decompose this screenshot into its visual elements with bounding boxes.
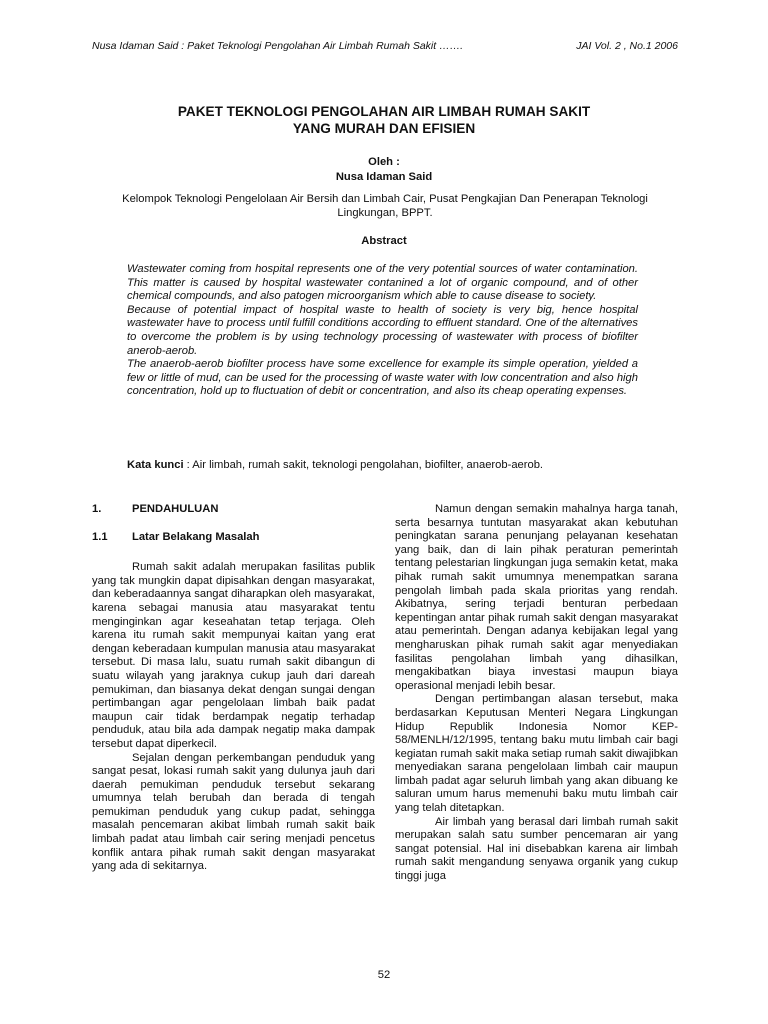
abstract-paragraph: Wastewater coming from hospital represents one of the very potential sources of water contamination. This matter is caused by hospital wastewater contanined a lot of organic compound, and of other chemical compounds, and also patogen microorganism which able to cause disease to society. (127, 263, 638, 303)
author-name: Nusa Idaman Said (335, 171, 433, 183)
keywords (127, 459, 657, 471)
abstract-paragraph: The anaerob-aerob biofilter process have some excellence for example its simple operation, yielded a few or little of mud, can be used for the processing of waste water with low concentration and also high concentration, hold up to fluctuation of debit or concentration, and also its cheap operating expenses. (127, 358, 638, 398)
byline (0, 155, 768, 185)
abstract-body (127, 263, 638, 399)
paper-title-line2: YANG MURAH DAN EFISIEN (292, 121, 476, 136)
affiliation: Kelompok Teknologi Pengelolaan Air Bersih dan Limbah Cair, Pusat Pengkajian Dan Penerapan Teknologi Lingkungan, BPPT. (122, 193, 648, 219)
body-paragraph: Rumah sakit adalah merupakan fasilitas publik yang tak mungkin dapat dipisahkan dengan masyarakat, dan keberadaannya sangat diharapkan oleh masyarakat, karena sebagai manusia atau masyarakat tentu menginginkan agar keseahatan tetap terjaga. Oleh karena itu rumah sakit mempunyai kaitan yang erat dengan keberadaan kumpulan manusia atau masyarakat tersebut. Di masa lalu, suatu rumah sakit dibangun di suatu wilayah yang jaraknya cukup jauh dari dareah pemukiman, dan biasanya dekat dengan sungai dengan pertimbangan agar pengelolaan limbah baik padat maupun cair tidak berdampak negatip terhadap penduduk, atau bila ada dampak negatip maka dampak tersebut dapat diperkecil. (92, 561, 375, 750)
section-number: 1. (92, 503, 102, 515)
body-paragraph: Namun dengan semakin mahalnya harga tanah, serta besarnya tuntutan masyarakat akan kebutuhan peningkatan sarana penunjang pelayanan kesehatan yang baik, dan di lain pihak peraturan pemerintah tentang pelestarian lingkungan juga semakin ketat, maka pihak rumah sakit umumnya menempatkan sarana pengolah limbah pada skala prioritas yang rendah. Akibatnya, sering terjadi benturan perbedaan kepentingan antar pihak rumah sakit dengan masyarakat atau pemerintah. Dengan adanya kebijakan legal yang mengharuskan pihak rumah sakit agar menyediakan fasilitas pengolahan limbah yang dihasilkan, mengakibatkan biaya investasi maupun biaya operasional menjadi lebih besar. (395, 503, 678, 692)
subsection-number: 1.1 (92, 530, 108, 543)
paper-title-line1: PAKET TEKNOLOGI PENGOLAHAN AIR LIMBAH RUMAH SAKIT (177, 104, 591, 119)
body-paragraph: Dengan pertimbangan alasan tersebut, maka berdasarkan Keputusan Menteri Negara Lingkungan Hidup Republik Indonesia Nomor KEP-58/MENLH/12/1995, tentang baku mutu limbah cair bagi kegiatan rumah sakit maka setiap rumah sakit diwajibkan menyediakan sarana pengelolaan limbah cair maupun limbah padat agar seluruh limbah yang akan dibuang ke saluran umum harus memenuhi baku mutu limbah cair yang telah ditetapkan. (395, 693, 678, 815)
left-column (92, 503, 375, 874)
byline-oleh: Oleh : (368, 156, 400, 168)
abstract-paragraph: Because of potential impact of hospital waste to health of society is very big, hence hospital wastewater have to process until fulfill conditions according to effluent standard. One of the alternatives to overcome the problem is by using technology processing of wastewater with process of biofilter anerob-aerob. (127, 303, 638, 357)
keywords-label: Kata kunci (127, 459, 184, 471)
subsection-heading (92, 531, 375, 545)
section-title: PENDAHULUAN (132, 503, 219, 515)
body-paragraph: Air limbah yang berasal dari limbah rumah sakit merupakan salah satu sumber pencemaran air yang sangat potensial. Hal ini disebabkan karena air limbah rumah sakit mengandung senyawa organik yang cukup tinggi juga (395, 815, 678, 883)
running-header-left: Nusa Idaman Said : Paket Teknologi Pengolahan Air Limbah Rumah Sakit ……. (92, 40, 464, 52)
page-number: 52 (377, 969, 391, 981)
keywords-text: : Air limbah, rumah sakit, teknologi pengolahan, biofilter, anaerob-aerob. (183, 459, 544, 471)
running-header-right: JAI Vol. 2 , No.1 2006 (576, 40, 678, 52)
right-column (395, 503, 678, 884)
running-header (92, 40, 678, 52)
body-paragraph: Sejalan dengan perkembangan penduduk yang sangat pesat, lokasi rumah sakit yang dulunya jauh dari daerah pemukiman penduduk tersebut sekarang umumnya telah berubah dan berada di tengah pemukiman penduduk yang cukup padat, sehingga masalah pencemaran akibat limbah rumah sakit baik limbah padat atau limbah cair sering menjadi pencetus konflik antara pihak rumah sakit dengan masyarakat yang ada di sekitarnya. (92, 751, 375, 873)
subsection-title: Latar Belakang Masalah (132, 530, 260, 543)
abstract-heading: Abstract (361, 235, 407, 247)
paper-title (0, 103, 768, 137)
section-heading (92, 503, 375, 517)
